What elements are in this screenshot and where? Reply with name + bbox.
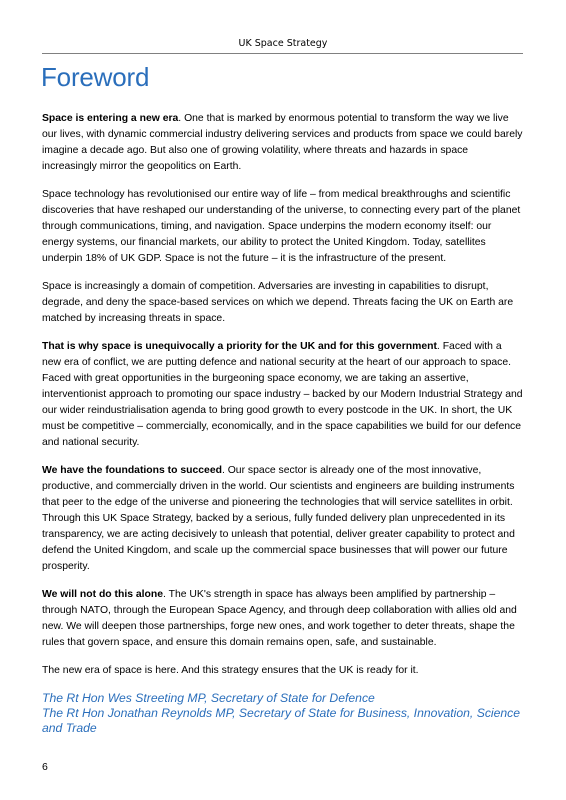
paragraph-5: [42, 463, 523, 575]
paragraph-2: [42, 187, 523, 267]
paragraph-text: Space technology has revolutionised our entire way of life – from medical breakthroughs and scientific discoveries that have reshaped our understanding of the universe, to connecting every part of the planet through communications, timing, and navigation. Space underpins the modern economy itself: our energy systems, our financial markets, our ability to protect the United Kingdom. Today, satellites underpin 18% of UK GDP. Space is not the future – it is the infrastructure of the present.: [42, 189, 521, 264]
paragraph-lead: We have the foundations to succeed: [42, 465, 222, 476]
page-title: Foreword: [41, 62, 150, 92]
paragraph-text: Space is increasingly a domain of competition. Adversaries are investing in capabilities to disrupt, degrade, and deny the space-based services on which we depend. Threats facing the UK on Earth are matched by increasing threats in space.: [42, 281, 514, 324]
running-header: UK Space Strategy: [238, 38, 328, 49]
paragraph-3: [42, 279, 523, 327]
page-number: 6: [42, 761, 48, 773]
paragraph-6: [42, 587, 523, 651]
paragraph-1: [42, 111, 523, 175]
foreword-body: [42, 111, 523, 736]
paragraph-7: [42, 663, 523, 679]
header-divider: [42, 53, 523, 54]
paragraph-text: . One that is marked by enormous potential to transform the way we live our lives, with dynamic commercial industry delivering services and products from space we could barely imagine a decade ago. But also one of growing volatility, where threats and hazards in space increasingly mirror the geopolitics on Earth.: [42, 113, 523, 172]
paragraph-lead: That is why space is unequivocally a priority for the UK and for this government: [42, 341, 437, 352]
paragraph-text: . Faced with a new era of conflict, we are putting defence and national security at the heart of our approach to space. Faced with great opportunities in the burgeoning space economy, we are taking an assertive, interventionist approach to promoting our space industry – backed by our Modern Industrial Strategy and our wider reindustrialisation agenda to bring good growth to every postcode in the UK. In short, the UK must be competitive – commercially, economically, and in the space capabilities we build for our defence and national security.: [42, 341, 523, 448]
paragraph-lead: We will not do this alone: [42, 589, 164, 600]
signatory-business: The Rt Hon Jonathan Reynolds MP, Secretary of State for Business, Innovation, Science and Trade: [42, 706, 521, 735]
signatories: [42, 691, 523, 736]
paragraph-text: . The UK's strength in space has always been amplified by partnership – through NATO, through the European Space Agency, and through deep collaboration with allies old and new. We will deepen those partnerships, forge new ones, and work together to deter threats, shape the rules that govern space, and ensure this domain remains open, safe, and sustainable.: [42, 589, 517, 648]
paragraph-text: The new era of space is here. And this strategy ensures that the UK is ready for it.: [42, 665, 419, 676]
paragraph-text: . Our space sector is already one of the most innovative, productive, and commercially driven in the world. Our scientists and engineers are building instruments that peer to the edge of the universe and pioneering the technologies that will service satellites in orbit. Through this UK Space Strategy, backed by a serious, fully funded delivery plan unprecedented in its transparency, we are acting decisively to unleash that potential, deliver greater capability to protect and defend the United Kingdom, and scale up the commercial space businesses that will power our future prosperity.: [42, 465, 515, 572]
paragraph-lead: Space is entering a new era: [42, 113, 179, 124]
paragraph-4: [42, 339, 523, 451]
signatory-defence: The Rt Hon Wes Streeting MP, Secretary of State for Defence: [42, 691, 375, 705]
